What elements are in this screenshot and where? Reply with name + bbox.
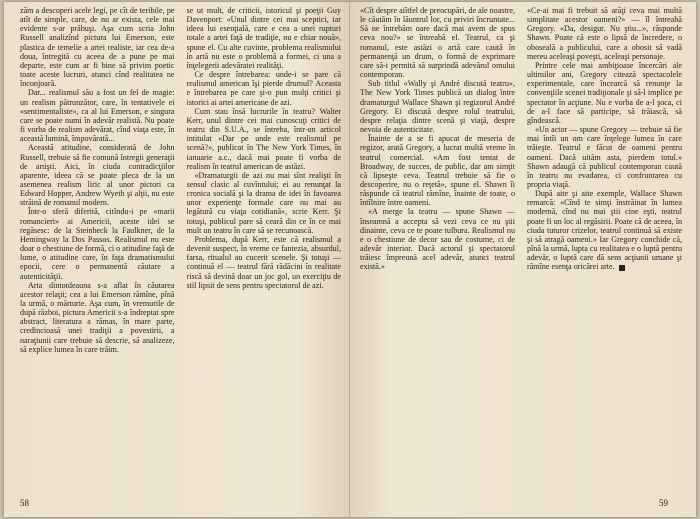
right-page-column-2 (527, 6, 682, 489)
paragraph: Ce despre întrebarea: unde-i se pare că realismul american îşi pierde drumul? Aceasta e întrebarea pe care şi-o pun mulţi critici şi istorici ai artei americane de azi. (186, 70, 341, 107)
paragraph: Printre cele mai ambiţioase încercări ale ultimilor ani, Gregory citează spectacolele experimentale, care încearcă să renunţe la convenţiile scenei tradiţionale şi să-l implice pe spectator în acţiune. Nu e vorba de a-l şoca, ci de a-l face să participe, să trăiască, să gîndească. (527, 60, 682, 125)
paragraph: Această atitudine, considerată de John Russell, trebuie să fie comună întregii generaţii de artişti. Aici, în ciuda contradicţiilor aparente, ideea că se poate pleca de la un asemenea realism liric al unor pictori ca Edward Hopper, Andrew Wyeth şi alţii, nu este străină de romanul modern. (20, 143, 175, 208)
paragraph: «Un actor — spune Gregory — trebuie să fie mai întîi un om care înţelege lumea în care trăieşte. Teatrul e făcut de oameni pentru oameni. Dacă uităm asta, pierdem totul.» Shawn adaugă că publicul contemporan caută în teatru nu evadarea, ci confruntarea cu propria viaţă. (527, 125, 682, 189)
left-page (4, 2, 350, 517)
book-spread (4, 2, 696, 517)
paragraph: «A merge la teatru — spune Shawn — înseamnă a accepta să vezi ceva ce nu ştii dinainte, ceva ce te poate tulbura. Realismul nu e o chestiune de decor sau de costume, ci de adevăr interior. Dacă actorul şi spectatorul trăiesc împreună acel adevăr, atunci teatrul există.» (360, 207, 515, 272)
right-page-column-1 (360, 6, 515, 489)
page-number-right: 59 (659, 498, 668, 508)
paragraph: «Dramaturgii de azi nu mai sînt realişti în sensul clasic al cuvîntului; ei au renunţat la cronica socială şi la drama de idei în favoarea unor experienţe formale care nu mai au legătură cu viaţa cotidiană», scrie Kerr. Şi totuşi, publicul pare să ceară din ce în ce mai mult un teatru în care să se recunoască. (186, 170, 341, 235)
left-page-columns (20, 6, 341, 489)
page-number-left: 58 (20, 498, 29, 508)
right-page-columns (360, 6, 682, 489)
left-page-column-2 (187, 6, 342, 489)
paragraph: se ut mult, de criticii, istoricul şi poeţii Guy Davenport: «Unul dintre cei mai sceptici, iar ideea lui esenţială, care e cea a unei rupturi totale a artei faţă de tradiţie, nu e chiar nouă», spune el. Cu alte cuvinte, problema realismului în artă nu este o problemă a formei, ci una a înţelegerii adevăratei realităţi. (186, 6, 341, 70)
right-page (350, 2, 696, 517)
paragraph: «Ce-ai mai fi trebuit să arăţi ceva mai multă simplitate acestor oameni?» — îl întreabă Gregory. «Da, desigur. Nu ştiu...», răspunde Shawn. Poate că este o lipsă de încredere, o oboseală a publicului, care a obosit să vadă mereu aceleaşi poveşti, aceleaşi personaje. (527, 6, 682, 61)
paragraph: Dar... realismul său a fost un fel de magie: un realism pătrunzător, care, în tentativele ei «sentimentaliste», ca al lui Emerson, e singura care se poate numi în adevăr realistă. Nu poate fi vorba de realism adevărat, cînd viaţa este, în această lumină, împovărată... (20, 88, 175, 144)
paragraph: Problema, după Kerr, este că realismul a devenit suspect, în vreme ce fantezia, absurdul, farsa, ritualul au cucerit scenele. Şi totuşi — continuă el — teatrul fără rădăcini în realitate riscă să devină doar un joc gol, un exerciţiu de stil lipsit de sens pentru spectatorul de azi. (186, 234, 341, 290)
paragraph-text: După aite şi aite exemple, Wallace Shawn remarcă: «Cînd te simţi înstrăinat în lumea modernă, cînd nu mai ştii cine eşti, teatrul poate fi un loc al regăsirii. Poate că de aceea, în ciuda tuturor crizelor, teatrul continuă să existe şi să atragă oameni.» Iar Gregory conchide că, pînă la urmă, lupta cu realitatea e o luptă pentru adevăr, o luptă care dă sens acţiunii umane şi rămîne esenţa oricărei arte. (527, 189, 682, 272)
end-of-article-mark (619, 265, 625, 271)
paragraph: Sub titlul «Wally şi André discută teatru», The New York Times publică un dialog între dramaturgul Wallace Shawn şi regizorul André Gregory. Ei discută despre rolul teatrului, despre relaţia dintre scenă şi viaţă, despre nevoia de autenticitate. (360, 79, 515, 135)
paragraph: zăm a descoperi acele legi, pe cît de teribile, pe atît de simple, care, de nu ar exista, cele mai evidente s-ar prăbuşi. Aşa cum scria John Russell analizînd pictura lui Emerson, este plastica de temelie a artei realiste, iar cea de-a doua, întregită cu aceea de a pune pe mai departe, este cum ar fi bine să privim poetic toate aceste lucruri, atunci cînd realitatea ne înconjoară. (20, 6, 175, 89)
paragraph: Cum stau însă lucrurile în teatru? Walter Kerr, unul dintre cei mai cunoscuţi critici de teatru din S.U.A., se întreba, într-un articol intitulat «Dar pe unde este realismul pe scenă?», publicat în The New York Times, în ianuarie a.c., dacă mai poate fi vorba de realism în teatrul american de astăzi. (186, 106, 341, 171)
paragraph (527, 189, 682, 271)
paragraph: Într-o sferă diferită, citîndu-i pe «marii romancieri» ai Americii, aceste idei se regăsesc: de la Steinbeck la Faulkner, de la Hemingway la Dos Passos. Realismul nu este doar o chestiune de formă, ci o atitudine faţă de lume, o atitudine care, în faţa dramatismului epocii, cere o permanentă căutare a autenticităţii. (20, 207, 175, 281)
paragraph: «Cît despre aiîtfel de preocupări, de ale noastre, le căutăm în lăuntrul lor, cu priviri încruntate... Să ne întrebăm oare dacă mai avem de spus ceva nou?» se întreabă el. Teatrul, ca şi romanul, este astăzi o artă care caută în permanenţă un drum, o formă de exprimare care să-i permită să surprindă adevărul omului contemporan. (360, 6, 515, 80)
left-page-column-1 (20, 6, 175, 489)
paragraph: Arta dintotdeauna s-a aflat în căutarea acestor relaţii; cea a lui Emerson rămîne, pînă la urmă, o mărturie. Aşa cum, în vremurile de după război, pictura Americii s-a îndreptat spre abstract, literatura a rămas, în mare parte, credincioasă unei tradiţii a povestirii, a naraţiunii care trebuie să descrie, să analizeze, să explice lumea în care trăim. (20, 280, 175, 354)
paragraph: Înainte de a se fi apucat de meseria de regizor, arată Gregory, a lucrat multă vreme în teatrul comercial. «Am fost tentat de Broadway, de succes, de public, dar am simţit că lipseşte ceva. Teatrul trebuie să fie o descoperire, nu o reţetă», spune el. Shawn îi răspunde că teatrul rămîne, înainte de toate, o întîlnire între oameni. (360, 134, 515, 208)
